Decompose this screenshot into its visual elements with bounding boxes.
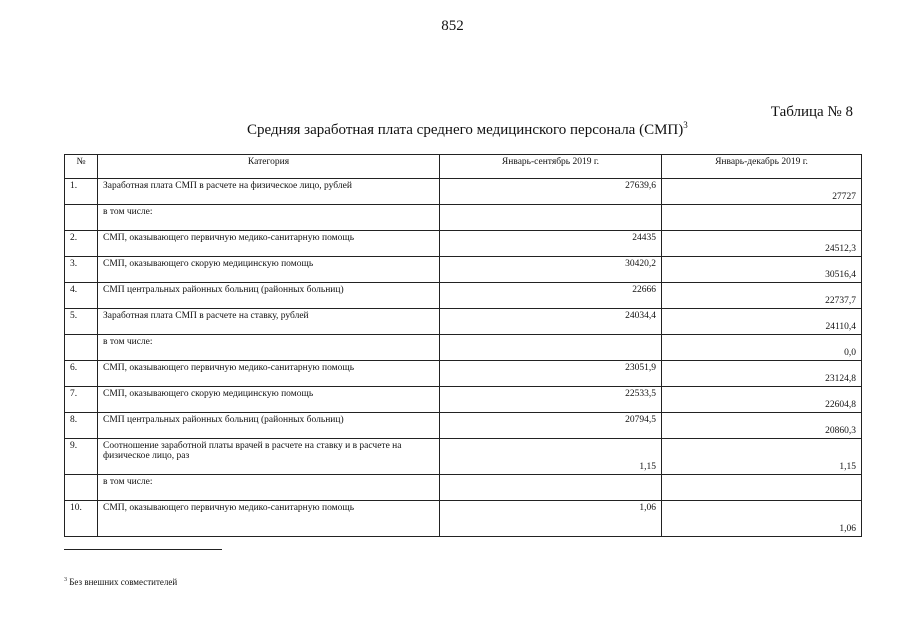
row-number: 5.	[65, 309, 98, 335]
table-row	[65, 231, 862, 257]
row-value-jan-sep: 20794,5	[440, 413, 662, 439]
row-value-jan-sep	[440, 475, 662, 501]
footnote-text: Без внешних совместителей	[69, 577, 178, 587]
table-row	[65, 413, 862, 439]
row-value-jan-dec: 22737,7	[662, 283, 862, 309]
table-row	[65, 257, 862, 283]
salary-table	[64, 154, 862, 537]
row-number	[65, 205, 98, 231]
row-category: Заработная плата СМП в расчете на физическое лицо, рублей	[98, 179, 440, 205]
row-value-jan-sep: 1,06	[440, 501, 662, 537]
row-category: в том числе:	[98, 335, 440, 361]
page-number: 852	[441, 18, 464, 34]
table-row	[65, 475, 862, 501]
row-category: Соотношение заработной платы врачей в расчете на ставку и в расчете на физическое лицо, раз	[98, 439, 440, 475]
table-row	[65, 335, 862, 361]
row-value-jan-dec: 22604,8	[662, 387, 862, 413]
row-value-jan-sep: 23051,9	[440, 361, 662, 387]
document-title	[247, 120, 688, 139]
row-value-jan-sep: 30420,2	[440, 257, 662, 283]
table-row	[65, 179, 862, 205]
footnote	[64, 577, 177, 587]
table-header-row	[65, 155, 862, 179]
row-value-jan-sep	[440, 205, 662, 231]
table-row	[65, 501, 862, 537]
row-value-jan-sep: 27639,6	[440, 179, 662, 205]
row-value-jan-dec	[662, 205, 862, 231]
footnote-divider	[64, 549, 222, 550]
row-category: Заработная плата СМП в расчете на ставку, рублей	[98, 309, 440, 335]
row-value-jan-sep	[440, 335, 662, 361]
table-row	[65, 283, 862, 309]
row-category: СМП, оказывающего первичную медико-санитарную помощь	[98, 231, 440, 257]
row-number	[65, 335, 98, 361]
header-jan-dec: Январь-декабрь 2019 г.	[662, 155, 862, 179]
document-title-text: Средняя заработная плата среднего медицинского персонала (СМП)	[247, 122, 684, 138]
row-number: 3.	[65, 257, 98, 283]
table-row	[65, 387, 862, 413]
header-number: №	[65, 155, 98, 179]
row-value-jan-dec: 23124,8	[662, 361, 862, 387]
row-value-jan-sep: 22533,5	[440, 387, 662, 413]
row-value-jan-dec	[662, 475, 862, 501]
table-row	[65, 205, 862, 231]
row-number: 7.	[65, 387, 98, 413]
header-jan-sep: Январь-сентябрь 2019 г.	[440, 155, 662, 179]
row-value-jan-dec: 20860,3	[662, 413, 862, 439]
row-value-jan-sep: 24034,4	[440, 309, 662, 335]
row-value-jan-dec: 30516,4	[662, 257, 862, 283]
row-number: 2.	[65, 231, 98, 257]
row-category: в том числе:	[98, 205, 440, 231]
row-value-jan-sep: 1,15	[440, 439, 662, 475]
table-row	[65, 309, 862, 335]
row-number: 4.	[65, 283, 98, 309]
row-category: СМП, оказывающего первичную медико-санитарную помощь	[98, 501, 440, 537]
row-number	[65, 475, 98, 501]
row-number: 8.	[65, 413, 98, 439]
table-number: Таблица № 8	[770, 104, 853, 120]
row-category: в том числе:	[98, 475, 440, 501]
row-number: 6.	[65, 361, 98, 387]
row-value-jan-dec: 24110,4	[662, 309, 862, 335]
row-value-jan-dec: 27727	[662, 179, 862, 205]
row-number: 10.	[65, 501, 98, 537]
table-row	[65, 439, 862, 475]
footnote-mark: 3	[64, 577, 67, 583]
row-value-jan-sep: 22666	[440, 283, 662, 309]
table-row	[65, 361, 862, 387]
row-value-jan-dec: 1,06	[662, 501, 862, 537]
row-category: СМП, оказывающего первичную медико-санитарную помощь	[98, 361, 440, 387]
row-value-jan-dec: 0,0	[662, 335, 862, 361]
row-category: СМП, оказывающего скорую медицинскую помощь	[98, 387, 440, 413]
row-value-jan-dec: 24512,3	[662, 231, 862, 257]
row-value-jan-sep: 24435	[440, 231, 662, 257]
row-value-jan-dec: 1,15	[662, 439, 862, 475]
title-footnote-mark: 3	[683, 120, 688, 130]
row-category: СМП центральных районных больниц (районных больниц)	[98, 413, 440, 439]
row-number: 1.	[65, 179, 98, 205]
row-category: СМП, оказывающего скорую медицинскую помощь	[98, 257, 440, 283]
row-number: 9.	[65, 439, 98, 475]
header-category: Категория	[98, 155, 440, 179]
row-category: СМП центральных районных больниц (районных больниц)	[98, 283, 440, 309]
